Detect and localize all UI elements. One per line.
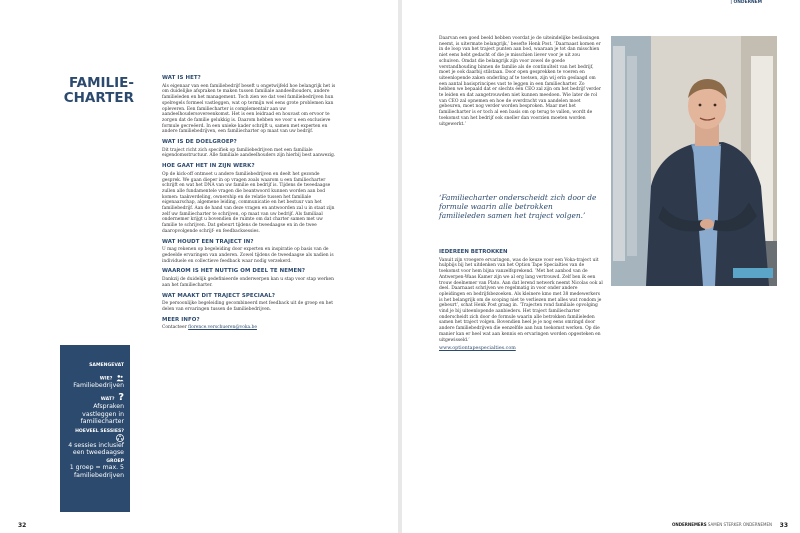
summary-value: 4 sessies inclusief een tweedaagse [68, 441, 124, 457]
portrait-photo [611, 36, 777, 286]
section-marker: | ONDERNEM [730, 0, 762, 5]
section-body: De persoonlijke begeleiding gecombineerd met feedback uit de groep en het delen van ervaringen tussen de familiebedrijven. [162, 301, 333, 312]
section-heading: WAT MAAKT DIT TRAJECT SPECIAAL? [162, 292, 276, 299]
article-intro: Daarvan een goed beeld hebben voordat je de uiteindelijke beslissingen neemt, is uitermate belangrijk,’ besefte Henk Post. ‘Daarnaast komen er in de loop van het traject punten aan bod, waaraan je tot dan misschien niet eens hebt gedacht of die je misschien liever voor je uit zou schuiven. Omdat die belangrijk zijn voor zowel de goede verstandhouding binnen de familie als de continuïteit van het bedrijf, moet je ook daarbij stilstaan. Door open gesprekken te voeren en uiteenlopende zaken onderling af te toetsen, zijn wij erin geslaagd om een aantal basisprincipes vast te leggen in een familiecharter. Zo hebben we bepaald dat er slechts één CEO zal zijn om het bedrijf verder te leiden en dat aangetrouwden niet kunnen meedoen. Wie later de rol van CEO zal opnemen en hoe de overdracht van aandelen moet gebeuren, moet nog verder worden besproken. Maar met het familiecharter is er toch al een basis om op terug te vallen, wordt de toekomst van het bedrijf ook sneller dan voorzien moeten worden uitgewerkt.’ [439, 36, 601, 127]
section-heading: WAT HOUDT EEN TRAJECT IN? [162, 238, 254, 245]
page-number: 32 [18, 522, 27, 529]
sessions-icon [116, 434, 124, 442]
footer-tagline: SAMEN STERKER ONDERNEMEN [706, 522, 772, 527]
section-body: U mag rekenen op begeleiding door experten en inspiratie op basis van de gedeelde ervaringen van anderen. Zowel tijdens de tweedaagse als nadien is individuele en collectieve feedback waar nodig verzekerd. [162, 247, 334, 264]
summary-value: Afspraken vastleggen in familiecharter [80, 403, 124, 426]
people-icon [116, 374, 124, 382]
summary-label: WAT? ? [100, 392, 124, 404]
section-body: Als eigenaar van een familiebedrijf beseft u ongetwijfeld hoe belangrijk het is om duidelijke afspraken te maken tussen familiale aandeelhouders, andere familieleden en het management. Toch zien we dat veel familiebedrijven hun spelregels formeel vastleggen, wat op termijn wel eens grote problemen kan opleveren. Een familiecharter is complementair aan uw aandeelhoudersovereenkomst. Het is een leidraad en houvast om ervoor te zorgen dat de familie gelukkig is. Daarom hebben we voor u een exclusieve formule gecreëerd. In een unieke kader schrijft u, samen met experten en andere familiebedrijven, een familiecharter op maat van uw bedrijf. [162, 83, 336, 135]
pull-quote: ‘Familiecharter onderscheidt zich door de formule waarin alle betrokken familieleden samen het traject volgen.’ [439, 193, 597, 221]
summary-item [60, 429, 130, 457]
summary-item [60, 459, 130, 479]
section-heading: IEDEREEN BETROKKEN [439, 249, 508, 255]
title-line-2: CHARTER [63, 90, 134, 106]
right-page [402, 0, 800, 533]
summary-item [60, 374, 130, 389]
page-number: 33 [779, 522, 788, 529]
question-icon: ? [118, 392, 124, 404]
title-line-1: FAMILIE- [68, 75, 134, 91]
right-section [439, 250, 603, 355]
contact-email-link[interactable]: florence.verschueren@voka.be [188, 325, 257, 331]
section-heading: WAAROM IS HET NUTTIG OM DEEL TE NEMEN? [162, 268, 306, 275]
left-article-column [162, 76, 338, 334]
summary-label: GROEP [106, 459, 124, 465]
section-body: Dit traject richt zich specifiek op familiebedrijven met een familiale eigendomsstructuur. Alle familiale aandeelhouders zijn hierbij best aanwezig. [162, 147, 336, 159]
summary-value: 1 groep = max. 5 familiebedrijven [69, 464, 124, 479]
summary-item [60, 392, 130, 425]
contact-label: Contacteer [162, 325, 187, 331]
website-link[interactable]: www.optiontapespecialties.com [439, 346, 516, 352]
section-body: Dankzij de duidelijk gedefinieerde onderwerpen kan u stap voor stap werken aan het familiecharter. [162, 277, 334, 288]
summary-label: WIE? [66, 374, 124, 382]
footer-brand: ONDERNEMERS [671, 522, 707, 527]
left-page [0, 0, 398, 533]
summary-heading: SAMENGEVAT [89, 363, 124, 368]
page-footer [672, 522, 772, 527]
section-heading: WAT IS HET? [162, 75, 201, 81]
section-heading: WAT IS DE DOELGROEP? [162, 139, 237, 146]
section-heading: MEER INFO? [162, 316, 200, 323]
section-body: Vanuit zijn vroegere ervaringen, was de keuze voor een Voka-traject uit hulpbijs bij het uitdenken van het Option Tape Specialties van de toekomst voor hem bijna vanzelfsprekend. ‘Met het aanbod van de Antwerpen-Waas Kamer zijn we al erg lang vertrouwd. Zelf ben ik een trouw deelnemer van Plato. Aan dat lerend netwerk neemt Nicolas ook al deel. Daarnaast schrijven we regelmatig in voor onder andere opleidingen en bedrijfsbezoeken. Als kleinere kmo met 38 medewerkers is het belangrijk om de scoping niet te verliezen met alles wat rondom je gebeurt’, schat Henk Post graag in. ‘Trajecten rond familiale opvolging vind je bij uiteenlopende aanbieders. Het traject familiecharter onderscheidt zich door de formule waarin alle betrokken familieleden samen het traject volgen. Bovendien heel je je nog eens omringd door andere familiebedrijven die eenzelfde aan hun toekomst werken. Op die manier kan er heel wat aan kennis en ervaringen worden opgesteken en uitgewisseld.’ [439, 257, 603, 343]
summary-label: HOEVEEL SESSIES? [66, 429, 124, 442]
summary-value: Familiebedrijven [73, 382, 124, 389]
contact-line [162, 325, 338, 331]
summary-box [60, 345, 130, 512]
section-body: Op de kick-off ontmoet u andere familiebedrijven en deelt het gezonde gesprek. We gaan dieper in op vragen zoals waarom u een familiecharter schrijft en wat het DNA van uw familie en bedrijf is. Tijdens de tweedaagse zullen alle fundamentele vragen die beantwoord kunnen worden aan bod komen: taakverdeling, ownership en de relatie tussen het familiale eigenaarschap, algemene leiding, communicatie en het bestuur van het familiebedrijf. Aan de hand van deze vragen en antwoorden zal u in staat zijn zelf uw familiecharter te schrijven, op maat van uw bedrijf. Als familiaal ondernemer krijgt u bovendien de ruimte om dat charter samen met uw familie te schrijven. Dat gebeurt tijdens de tweedaagse en in de twee daaropvolgende schrijf- en feedbacksessies. [162, 171, 335, 234]
page-title [54, 76, 134, 106]
section-heading: HOE GAAT HET IN ZIJN WERK? [162, 163, 255, 170]
right-article-column [439, 36, 601, 130]
